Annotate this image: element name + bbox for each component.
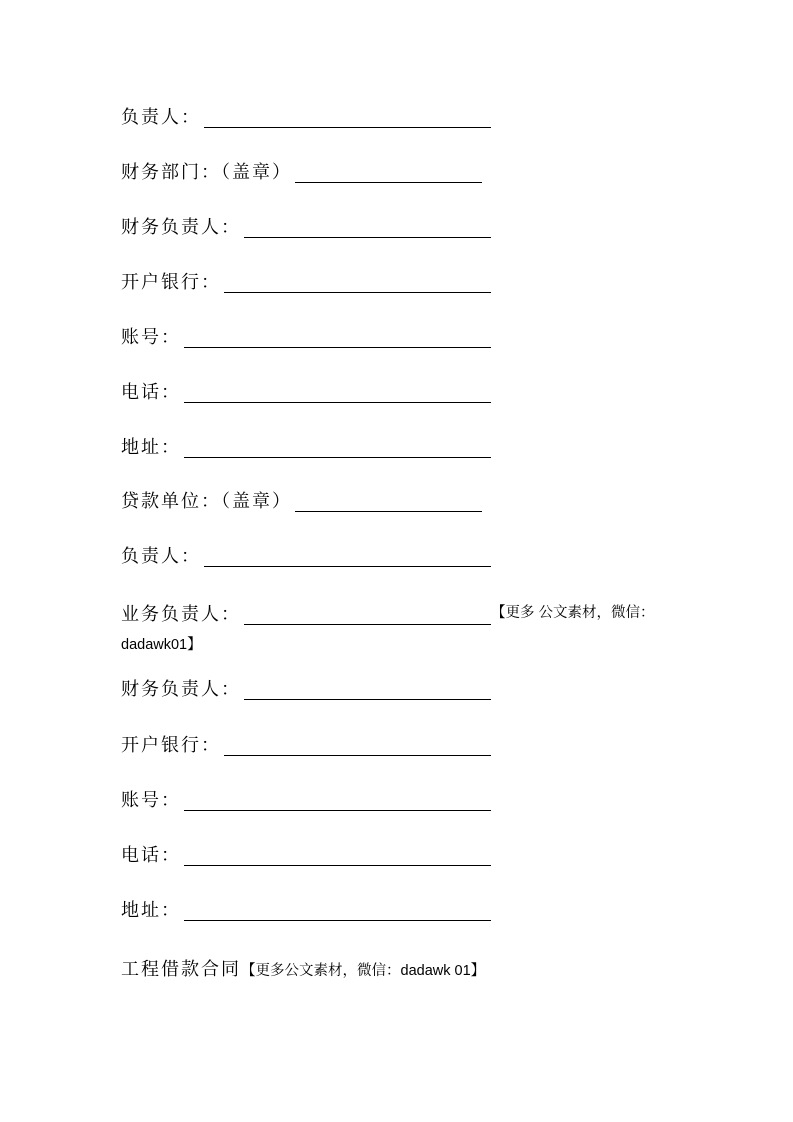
field-row-bank: [121, 271, 491, 295]
fill-in-blank: [184, 919, 491, 921]
contract-title: 工程借款合同: [121, 959, 241, 980]
fill-in-blank: [224, 754, 491, 756]
field-label: 负责人：: [121, 546, 201, 567]
field-label: 电话：: [121, 382, 181, 403]
field-label: 账号：: [121, 327, 181, 348]
fill-in-blank: [184, 401, 491, 403]
field-row-lender-head: [121, 545, 491, 569]
field-row-bank-2: [121, 734, 491, 758]
field-row-address: [121, 436, 491, 460]
fill-in-blank: [184, 809, 491, 811]
field-label: 地址：: [121, 437, 181, 458]
field-row-borrower-head: [121, 106, 491, 130]
fill-in-blank: [295, 181, 482, 183]
field-row-account: [121, 326, 491, 350]
field-row-phone: [121, 381, 491, 405]
fill-in-blank: [244, 698, 491, 700]
fill-in-blank: [204, 126, 491, 128]
fill-in-blank: [224, 291, 491, 293]
field-row-finance-head: [121, 216, 491, 240]
fill-in-blank: [295, 510, 482, 512]
field-row-lender-seal: [121, 490, 482, 514]
field-row-address-2: [121, 899, 491, 923]
field-label: 财务负责人：: [121, 217, 241, 238]
field-label: 贷款单位：（盖章）: [121, 491, 292, 512]
field-label: 开户银行：: [121, 735, 221, 756]
field-label: 业务负责人：: [121, 604, 241, 625]
field-label: 负责人：: [121, 107, 201, 128]
field-label: 地址：: [121, 900, 181, 921]
field-label: 财务部门：（盖章）: [121, 162, 292, 183]
field-label: 财务负责人：: [121, 679, 241, 700]
field-label: 电话：: [121, 845, 181, 866]
fill-in-blank: [204, 565, 491, 567]
fill-in-blank: [244, 236, 491, 238]
business-head-field: [121, 605, 491, 627]
field-row-phone-2: [121, 844, 491, 868]
fill-in-blank: [184, 346, 491, 348]
fill-in-blank: [184, 456, 491, 458]
field-row-account-2: [121, 789, 491, 813]
field-label: 账号：: [121, 790, 181, 811]
field-label: 开户银行：: [121, 272, 221, 293]
fill-in-blank: [184, 864, 491, 866]
field-row-finance-dept-seal: [121, 161, 482, 185]
promo-note: 【更多公文素材，微信：dadawk 01】: [241, 963, 486, 979]
field-row-business-head: [121, 597, 679, 661]
field-row-finance-head-2: [121, 678, 491, 702]
promo-note: 【更多 公文素材，微信：dadawk01】: [121, 605, 655, 653]
contract-title-row: [121, 955, 485, 987]
fill-in-blank: [244, 623, 491, 625]
